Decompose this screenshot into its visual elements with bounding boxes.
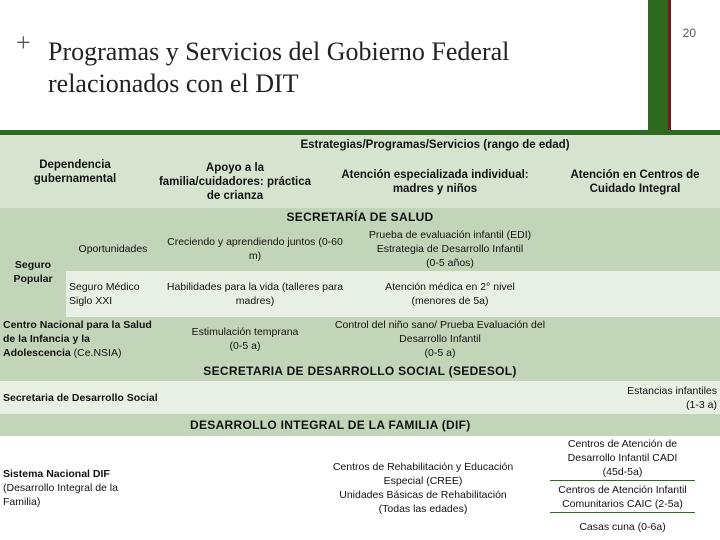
header-centers: Atención en Centros de Cuidado Integral xyxy=(550,155,720,208)
control-nino-sano: Control del niño sano/ Prueba Evaluación del Desarrollo Infantil (0-5 a) xyxy=(330,317,550,361)
estancias-infantiles: Estancias infantiles (1-3 a) xyxy=(550,381,720,414)
header-specialized: Atención especializada individual: madres y niños xyxy=(320,155,550,208)
header-strategies: Estrategias/Programas/Servicios (rango de edad) xyxy=(150,135,720,155)
accent-line-red xyxy=(668,0,671,133)
cadi: Centros de Atención de Desarrollo Infantil CADI (45d-5a) xyxy=(550,436,695,481)
habilidades-vida: Habilidades para la vida (talleres para madres) xyxy=(160,271,350,317)
censia xyxy=(0,317,160,361)
dif-bold: Sistema Nacional DIF xyxy=(3,468,110,480)
section-sedesol: SECRETARIA DE DESARROLLO SOCIAL (SEDESOL) xyxy=(0,361,720,381)
header-support: Apoyo a la familia/cuidadores: práctica de crianza xyxy=(150,155,320,208)
plus-bullet-icon: + xyxy=(16,28,31,57)
programs-table xyxy=(0,135,720,540)
dif-name xyxy=(3,467,147,509)
accent-bar-green xyxy=(648,0,668,133)
censia-name xyxy=(3,318,157,360)
seguro-medico: Seguro Médico Siglo XXI xyxy=(66,271,160,317)
estimulacion-temprana: Estimulación temprana (0-5 a) xyxy=(160,317,330,361)
atencion-medica: Atención médica en 2° nivel (menores de 5a) xyxy=(350,271,550,317)
dif-rest: (Desarrollo Integral de la Familia) xyxy=(3,482,118,508)
empty-cell xyxy=(180,381,550,414)
sedesol-dependency: Secretaria de Desarrollo Social xyxy=(0,381,180,414)
censia-abbr: (Ce.NSIA) xyxy=(70,347,122,359)
section-salud: SECRETARÍA DE SALUD xyxy=(0,208,720,226)
dif-dependency xyxy=(0,436,150,540)
empty-cell xyxy=(550,271,720,317)
header-dependency: Dependencia gubernamental xyxy=(0,135,150,208)
prueba-edi: Prueba de evaluación infantil (EDI) Estrategia de Desarrollo Infantil (0-5 años) xyxy=(350,226,550,271)
oportunidades: Oportunidades xyxy=(66,226,160,271)
empty-cell xyxy=(550,317,720,361)
creciendo-aprendiendo: Creciendo y aprendiendo juntos (0-60 m) xyxy=(160,226,350,271)
casas-cuna: Casas cuna (0-6a) xyxy=(550,513,695,540)
seguro-popular: Seguro Popular xyxy=(0,226,66,317)
page-number: 20 xyxy=(682,26,696,40)
section-dif: DESARROLLO INTEGRAL DE LA FAMILIA (DIF) xyxy=(0,414,720,436)
rehabilitacion: Centros de Rehabilitación y Educación Especial (CREE) Unidades Básicas de Rehabilitación (Todas las edades) xyxy=(150,436,550,540)
censia-bold: Centro Nacional para la Salud de la Infancia y la Adolescencia xyxy=(3,319,152,359)
empty-cell xyxy=(550,226,720,271)
slide-title: Programas y Servicios del Gobierno Federal relacionados con el DIT xyxy=(48,37,510,98)
caic: Centros de Atención Infantil Comunitarios CAIC (2-5a) xyxy=(550,481,695,513)
